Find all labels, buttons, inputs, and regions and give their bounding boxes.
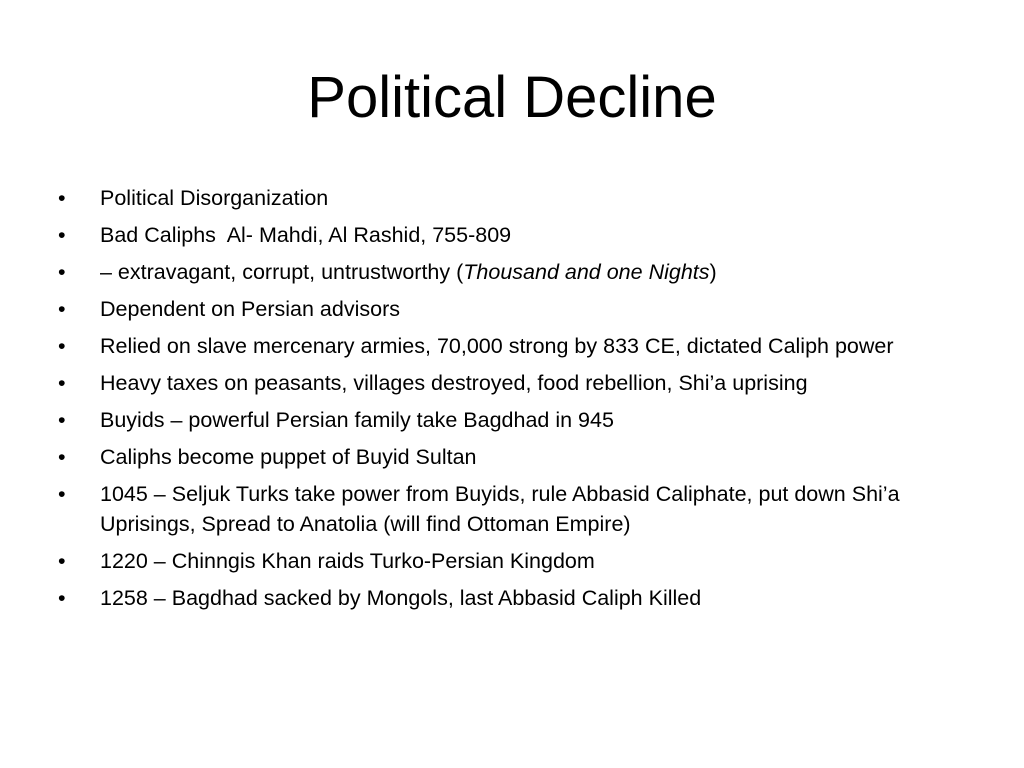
bullet-text: Heavy taxes on peasants, villages destroyed, food rebellion, Shi’a uprising	[100, 371, 808, 395]
bullet-dot-icon: •	[58, 482, 66, 506]
bullet-item	[58, 546, 958, 576]
bullet-text	[100, 260, 717, 284]
bullet-item	[58, 331, 958, 361]
bullet-text: 1258 – Bagdhad sacked by Mongols, last Abbasid Caliph Killed	[100, 586, 702, 610]
bullet-text: Political Disorganization	[100, 186, 329, 210]
bullet-dot-icon: •	[58, 371, 66, 395]
bullet-text-part: – extravagant, corrupt, untrustworthy (	[100, 260, 464, 284]
bullet-item	[58, 405, 958, 435]
bullet-text: Bad Caliphs Al- Mahdi, Al Rashid, 755-809	[100, 223, 512, 247]
bullet-text: Relied on slave mercenary armies, 70,000 strong by 833 CE, dictated Caliph power	[100, 334, 894, 358]
bullet-dot-icon: •	[58, 549, 66, 573]
bullet-dot-icon: •	[58, 445, 66, 469]
bullet-text: Dependent on Persian advisors	[100, 297, 400, 321]
bullet-item	[58, 183, 958, 213]
slide-title: Political Decline	[307, 65, 717, 130]
bullet-text: Caliphs become puppet of Buyid Sultan	[100, 445, 477, 469]
book-title-italic: Thousand and one Nights	[463, 260, 710, 284]
bullet-dot-icon: •	[58, 297, 66, 321]
bullet-dot-icon: •	[58, 586, 66, 610]
bullet-item	[58, 479, 958, 539]
bullet-item	[58, 220, 958, 250]
bullet-item	[58, 294, 958, 324]
bullet-dot-icon: •	[58, 223, 66, 247]
bullet-item	[58, 583, 958, 613]
bullet-dot-icon: •	[58, 408, 66, 432]
bullet-item	[58, 257, 958, 287]
bullet-item	[58, 368, 958, 398]
bullet-dot-icon: •	[58, 260, 66, 284]
bullet-text-part: )	[709, 260, 717, 284]
bullet-text: 1220 – Chinngis Khan raids Turko-Persian Kingdom	[100, 549, 595, 573]
bullet-text: Buyids – powerful Persian family take Bagdhad in 945	[100, 408, 614, 432]
bullet-item	[58, 442, 958, 472]
bullet-dot-icon: •	[58, 334, 66, 358]
bullet-dot-icon: •	[58, 186, 66, 210]
bullet-text: 1045 – Seljuk Turks take power from Buyids, rule Abbasid Caliphate, put down Shi’a Uprisings, Spread to Anatolia (will find Ottoman Empire)	[100, 482, 900, 536]
bullet-list	[58, 183, 958, 620]
